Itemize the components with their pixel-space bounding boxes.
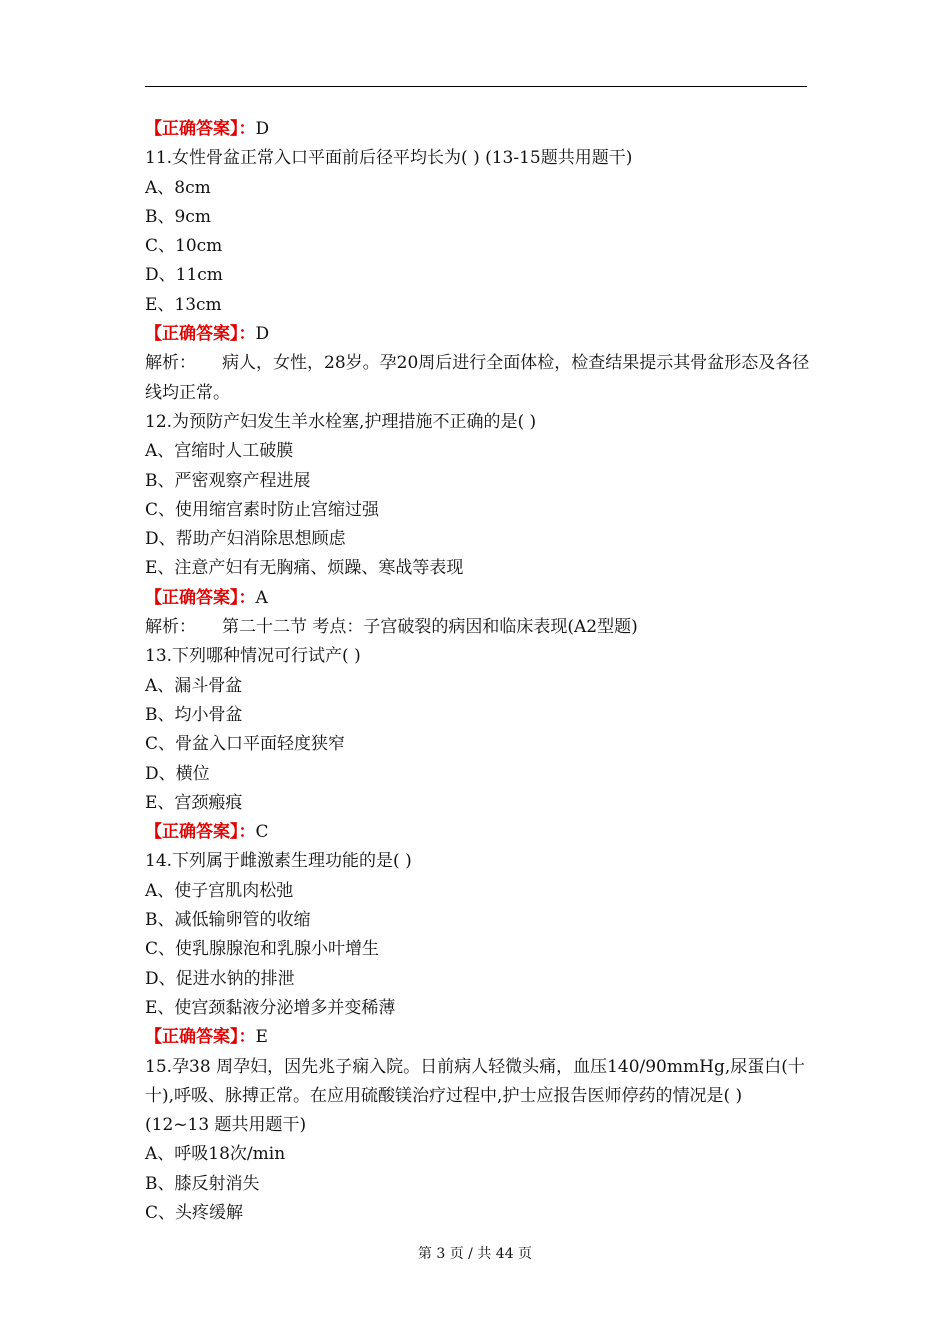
answer-option: C、使用缩宫素时防止宫缩过强 bbox=[145, 499, 380, 520]
question-stem: 14.下列属于雌激素生理功能的是( ) bbox=[145, 851, 412, 872]
question-stem: 11.女性骨盆正常入口平面前后径平均长为( ) (13-15题共用题干) bbox=[145, 148, 633, 169]
answer-value: D bbox=[255, 324, 270, 345]
correct-answer bbox=[145, 818, 810, 847]
answer-option: E、宫颈瘢痕 bbox=[145, 792, 243, 813]
answer-option: E、13cm bbox=[145, 294, 222, 315]
answer-option: B、膝反射消失 bbox=[145, 1173, 260, 1194]
header-rule bbox=[145, 86, 807, 87]
answer-option: D、横位 bbox=[145, 763, 210, 784]
answer-value: A bbox=[255, 587, 268, 608]
answer-option: B、9cm bbox=[145, 206, 211, 227]
answer-option: C、10cm bbox=[145, 236, 223, 257]
answer-option: B、减低输卵管的收缩 bbox=[145, 910, 311, 931]
answer-label: 【正确答案】： bbox=[145, 324, 256, 345]
answer-option: E、注意产妇有无胸痛、烦躁、寒战等表现 bbox=[145, 558, 464, 579]
analysis-text: 病人，女性，28岁。孕20周后进行全面体检，检查结果提示其骨盆形态及各径线均正常。 bbox=[145, 353, 810, 403]
answer-option: A、宫缩时人工破膜 bbox=[145, 441, 294, 462]
question-stem: 12.为预防产妇发生羊水栓塞,护理措施不正确的是( ) bbox=[145, 411, 537, 432]
answer-option: A、8cm bbox=[145, 177, 211, 198]
answer-label: 【正确答案】： bbox=[145, 822, 256, 843]
answer-option: C、头疼缓解 bbox=[145, 1202, 244, 1223]
correct-answer bbox=[145, 115, 810, 144]
analysis bbox=[145, 349, 810, 408]
answer-option: A、呼吸18次/min bbox=[145, 1144, 286, 1165]
answer-value: C bbox=[255, 822, 269, 843]
answer-value: D bbox=[255, 119, 270, 139]
answer-value: E bbox=[255, 1027, 268, 1048]
analysis-label: 解析： bbox=[145, 353, 196, 374]
answer-label: 【正确答案】： bbox=[145, 1027, 256, 1048]
answer-option: A、漏斗骨盆 bbox=[145, 675, 243, 696]
correct-answer bbox=[145, 584, 810, 613]
question-stem: 15.孕38 周孕妇，因先兆子痫入院。日前病人轻微头痛，血压140/90mmHg,尿蛋白(十十),呼吸、脉搏正常。在应用硫酸镁治疗过程中,护士应报告医师停药的情况是( ) (12~13 题共用题干) bbox=[145, 1056, 805, 1136]
answer-option: C、骨盆入口平面轻度狭窄 bbox=[145, 734, 346, 755]
answer-option: A、使子宫肌肉松弛 bbox=[145, 880, 294, 901]
correct-answer bbox=[145, 320, 810, 349]
answer-option: E、使宫颈黏液分泌增多并变稀薄 bbox=[145, 997, 396, 1018]
answer-label: 【正确答案】： bbox=[145, 119, 256, 139]
answer-option: B、均小骨盆 bbox=[145, 704, 243, 725]
answer-label: 【正确答案】： bbox=[145, 587, 256, 608]
answer-option: B、严密观察产程进展 bbox=[145, 470, 311, 491]
answer-option: D、促进水钠的排泄 bbox=[145, 968, 295, 989]
analysis bbox=[145, 613, 810, 642]
analysis-text: 第二十二节 考点：子宫破裂的病因和临床表现(A2型题) bbox=[222, 617, 638, 638]
answer-option: C、使乳腺腺泡和乳腺小叶增生 bbox=[145, 939, 380, 960]
page-footer: 第 3 页 / 共 44 页 bbox=[417, 1246, 533, 1262]
answer-option: D、11cm bbox=[145, 265, 223, 286]
question-list bbox=[145, 115, 810, 1228]
question-stem: 13.下列哪种情况可行试产( ) bbox=[145, 646, 361, 667]
analysis-label: 解析： bbox=[145, 617, 196, 638]
answer-option: D、帮助产妇消除思想顾虑 bbox=[145, 529, 346, 550]
correct-answer bbox=[145, 1023, 810, 1052]
